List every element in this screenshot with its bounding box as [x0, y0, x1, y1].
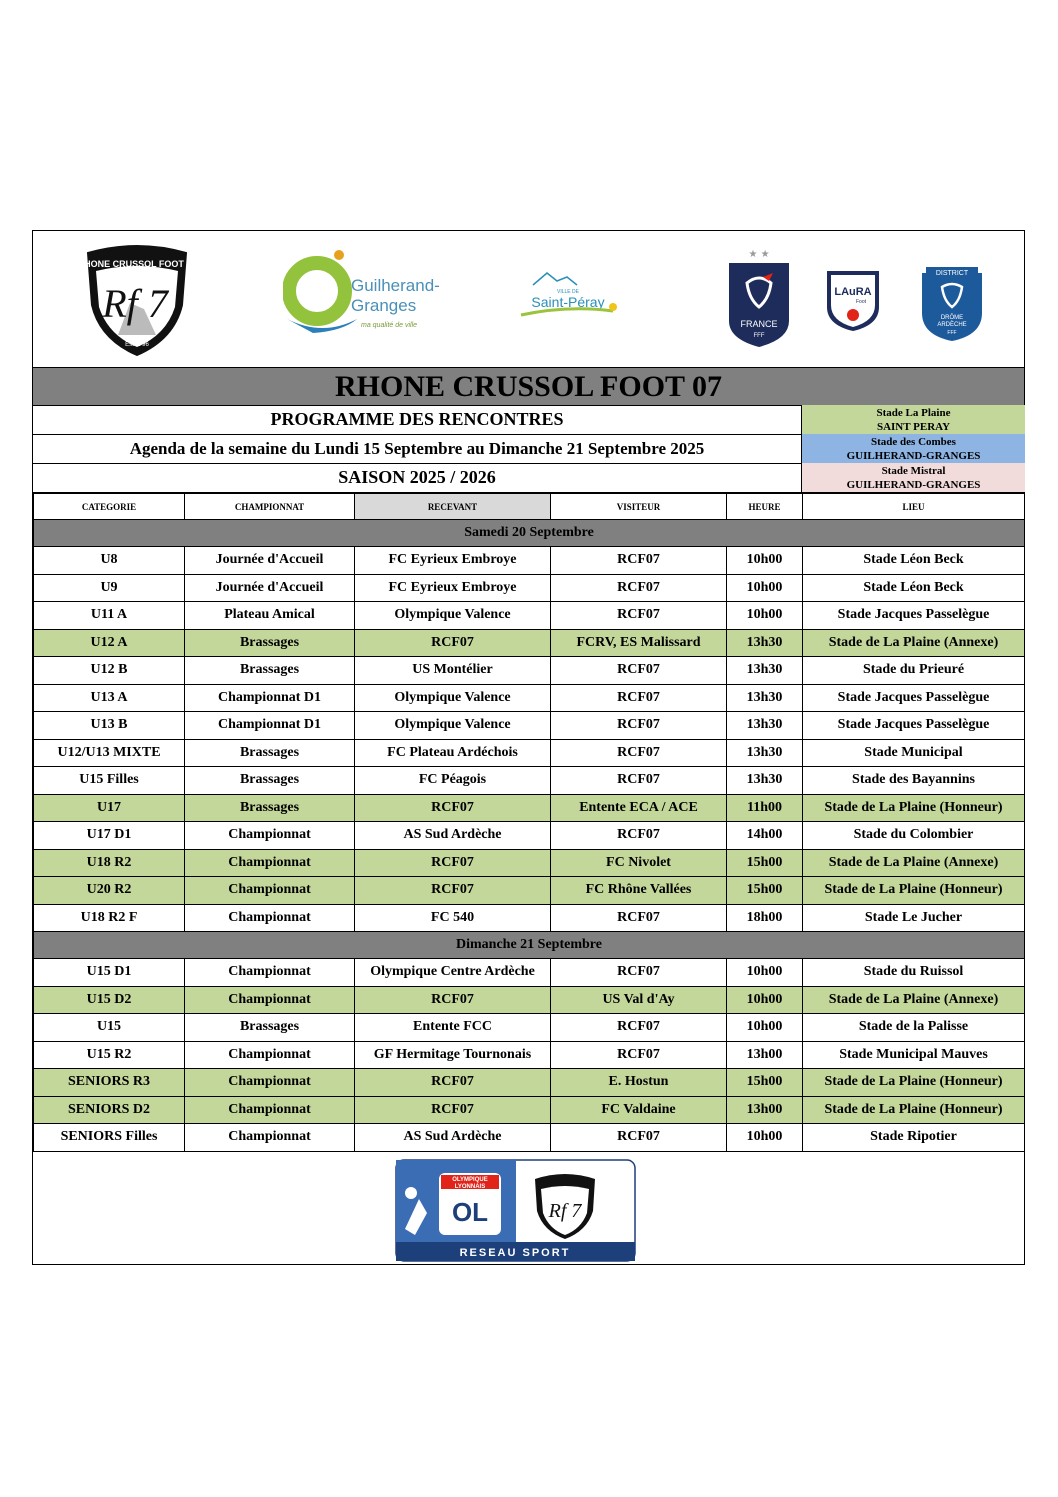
- match-home-team: US Montélier: [355, 657, 551, 685]
- match-championship: Championnat: [185, 959, 355, 987]
- match-category: SENIORS Filles: [34, 1124, 185, 1152]
- match-championship: Championnat: [185, 822, 355, 850]
- guilherand-line1: Guilherand-: [351, 276, 440, 295]
- match-championship: Brassages: [185, 739, 355, 767]
- match-venue: Stade Léon Beck: [803, 574, 1025, 602]
- match-row: [34, 822, 1025, 850]
- match-kickoff-time: 15h00: [727, 849, 803, 877]
- match-home-team: Olympique Valence: [355, 602, 551, 630]
- table-header-row: [34, 494, 1025, 520]
- match-kickoff-time: 14h00: [727, 822, 803, 850]
- match-home-team: RCF07: [355, 1069, 551, 1097]
- match-row: [34, 1069, 1025, 1097]
- match-row: [34, 739, 1025, 767]
- match-row: [34, 904, 1025, 932]
- match-venue: Stade de La Plaine (Honneur): [803, 877, 1025, 905]
- fff-sub: FFF: [753, 333, 765, 339]
- match-row: [34, 986, 1025, 1014]
- match-venue: Stade Le Jucher: [803, 904, 1025, 932]
- ol-footer-text: RESEAU SPORT: [459, 1247, 571, 1259]
- match-venue: Stade de la Palisse: [803, 1014, 1025, 1042]
- match-championship: Championnat D1: [185, 684, 355, 712]
- match-kickoff-time: 13h30: [727, 629, 803, 657]
- header-recevant: RECEVANT: [355, 494, 551, 520]
- ol-club-monogram: Rf 7: [548, 1200, 582, 1222]
- match-row: [34, 602, 1025, 630]
- match-row: [34, 1014, 1025, 1042]
- day-header-row: [34, 932, 1025, 959]
- match-away-team: FCRV, ES Malissard: [551, 629, 727, 657]
- match-home-team: RCF07: [355, 794, 551, 822]
- match-row: [34, 547, 1025, 575]
- match-away-team: FC Nivolet: [551, 849, 727, 877]
- match-category: U15 R2: [34, 1041, 185, 1069]
- match-championship: Championnat: [185, 849, 355, 877]
- match-away-team: RCF07: [551, 1124, 727, 1152]
- match-home-team: AS Sud Ardèche: [355, 1124, 551, 1152]
- venue-city: GUILHERAND-GRANGES: [846, 478, 981, 491]
- match-championship: Championnat: [185, 986, 355, 1014]
- header-lieu: LIEU: [803, 494, 1025, 520]
- match-home-team: RCF07: [355, 849, 551, 877]
- match-home-team: RCF07: [355, 986, 551, 1014]
- match-away-team: RCF07: [551, 1041, 727, 1069]
- match-row: [34, 684, 1025, 712]
- match-championship: Championnat: [185, 1096, 355, 1124]
- match-venue: Stade des Bayannins: [803, 767, 1025, 795]
- match-category: SENIORS R3: [34, 1069, 185, 1097]
- match-category: U8: [34, 547, 185, 575]
- match-row: [34, 1041, 1025, 1069]
- match-category: U15 D2: [34, 986, 185, 1014]
- match-home-team: Entente FCC: [355, 1014, 551, 1042]
- match-row: [34, 794, 1025, 822]
- match-home-team: GF Hermitage Tournonais: [355, 1041, 551, 1069]
- guilherand-line2: Granges: [351, 296, 417, 315]
- match-venue: Stade Ripotier: [803, 1124, 1025, 1152]
- match-away-team: FC Valdaine: [551, 1096, 727, 1124]
- logos-row: [33, 231, 1024, 366]
- day-label: Samedi 20 Septembre: [34, 520, 1025, 547]
- venue-city: SAINT PERAY: [876, 420, 951, 433]
- ol-line2: LYONNAIS: [454, 1184, 486, 1190]
- match-championship: Brassages: [185, 767, 355, 795]
- match-kickoff-time: 13h30: [727, 684, 803, 712]
- match-category: U17: [34, 794, 185, 822]
- laura-text: LAuRA: [834, 286, 872, 298]
- match-venue: Stade de La Plaine (Annexe): [803, 629, 1025, 657]
- match-category: U18 R2: [34, 849, 185, 877]
- match-kickoff-time: 10h00: [727, 986, 803, 1014]
- match-home-team: FC Eyrieux Embroye: [355, 547, 551, 575]
- match-kickoff-time: 13h00: [727, 1041, 803, 1069]
- match-away-team: RCF07: [551, 767, 727, 795]
- match-kickoff-time: 10h00: [727, 574, 803, 602]
- match-kickoff-time: 13h30: [727, 712, 803, 740]
- match-away-team: US Val d'Ay: [551, 986, 727, 1014]
- match-category: U18 R2 F: [34, 904, 185, 932]
- match-venue: Stade de La Plaine (Honneur): [803, 794, 1025, 822]
- match-category: U13 B: [34, 712, 185, 740]
- match-row: [34, 629, 1025, 657]
- match-row: [34, 877, 1025, 905]
- svg-text:★ ★: ★ ★: [748, 249, 770, 260]
- match-venue: Stade Léon Beck: [803, 547, 1025, 575]
- match-championship: Brassages: [185, 629, 355, 657]
- match-championship: Brassages: [185, 657, 355, 685]
- match-row: [34, 1096, 1025, 1124]
- match-championship: Brassages: [185, 1014, 355, 1042]
- match-category: U15: [34, 1014, 185, 1042]
- district-line1: DRÔME: [940, 315, 964, 321]
- match-row: [34, 1124, 1025, 1152]
- club-logo-year: Est. 1 96: [125, 342, 149, 348]
- match-row: [34, 849, 1025, 877]
- match-kickoff-time: 13h00: [727, 1096, 803, 1124]
- day-label: Dimanche 21 Septembre: [34, 932, 1025, 959]
- saint-peray-small: VILLE DE: [557, 289, 579, 295]
- match-away-team: RCF07: [551, 684, 727, 712]
- match-away-team: Entente ECA / ACE: [551, 794, 727, 822]
- match-kickoff-time: 15h00: [727, 1069, 803, 1097]
- match-kickoff-time: 11h00: [727, 794, 803, 822]
- venue-name: Stade des Combes: [871, 435, 956, 448]
- day-header-row: [34, 520, 1025, 547]
- match-away-team: RCF07: [551, 602, 727, 630]
- match-row: [34, 574, 1025, 602]
- district-line2: ARDÈCHE: [937, 322, 967, 328]
- match-away-team: RCF07: [551, 657, 727, 685]
- club-logo: [78, 243, 196, 358]
- match-away-team: RCF07: [551, 1014, 727, 1042]
- match-kickoff-time: 10h00: [727, 547, 803, 575]
- match-kickoff-time: 13h30: [727, 739, 803, 767]
- match-row: [34, 959, 1025, 987]
- match-venue: Stade du Colombier: [803, 822, 1025, 850]
- match-home-team: Olympique Centre Ardèche: [355, 959, 551, 987]
- match-category: U9: [34, 574, 185, 602]
- match-home-team: RCF07: [355, 629, 551, 657]
- match-home-team: FC 540: [355, 904, 551, 932]
- match-away-team: FC Rhône Vallées: [551, 877, 727, 905]
- match-home-team: FC Plateau Ardéchois: [355, 739, 551, 767]
- district-sub: FFF: [947, 330, 957, 336]
- district-top: DISTRICT: [935, 270, 969, 277]
- match-championship: Championnat D1: [185, 712, 355, 740]
- match-category: U13 A: [34, 684, 185, 712]
- match-category: U20 R2: [34, 877, 185, 905]
- match-venue: Stade du Ruissol: [803, 959, 1025, 987]
- page-title: RHONE CRUSSOL FOOT 07: [33, 367, 1024, 406]
- header-championnat: CHAMPIONNAT: [185, 494, 355, 520]
- guilherand-granges-logo: [283, 245, 455, 345]
- match-table: [33, 493, 1025, 1152]
- match-championship: Championnat: [185, 1069, 355, 1097]
- laura-sub: Foot: [855, 299, 867, 305]
- match-championship: Championnat: [185, 1041, 355, 1069]
- match-kickoff-time: 13h30: [727, 657, 803, 685]
- header-heure: HEURE: [727, 494, 803, 520]
- match-home-team: Olympique Valence: [355, 684, 551, 712]
- match-category: U17 D1: [34, 822, 185, 850]
- match-row: [34, 767, 1025, 795]
- match-home-team: AS Sud Ardèche: [355, 822, 551, 850]
- ol-badge: OL: [451, 1197, 489, 1227]
- match-venue: Stade de La Plaine (Annexe): [803, 986, 1025, 1014]
- match-championship: Championnat: [185, 904, 355, 932]
- match-kickoff-time: 18h00: [727, 904, 803, 932]
- saint-peray-name: Saint-Péray: [531, 294, 605, 310]
- match-championship: Brassages: [185, 794, 355, 822]
- match-kickoff-time: 10h00: [727, 1124, 803, 1152]
- match-championship: Championnat: [185, 877, 355, 905]
- match-venue: Stade du Prieuré: [803, 657, 1025, 685]
- match-venue: Stade Jacques Passelègue: [803, 602, 1025, 630]
- match-venue: Stade Jacques Passelègue: [803, 712, 1025, 740]
- match-row: [34, 657, 1025, 685]
- match-kickoff-time: 10h00: [727, 959, 803, 987]
- match-venue: Stade de La Plaine (Honneur): [803, 1069, 1025, 1097]
- match-away-team: RCF07: [551, 547, 727, 575]
- match-category: U12 A: [34, 629, 185, 657]
- venue-name: Stade La Plaine: [876, 406, 951, 419]
- match-category: U12 B: [34, 657, 185, 685]
- match-away-team: RCF07: [551, 712, 727, 740]
- match-category: U11 A: [34, 602, 185, 630]
- match-home-team: RCF07: [355, 1096, 551, 1124]
- programme-heading: PROGRAMME DES RENCONTRES: [33, 405, 801, 435]
- match-venue: Stade Jacques Passelègue: [803, 684, 1025, 712]
- match-category: U15 D1: [34, 959, 185, 987]
- match-away-team: RCF07: [551, 904, 727, 932]
- match-category: U15 Filles: [34, 767, 185, 795]
- match-home-team: RCF07: [355, 877, 551, 905]
- venue-legend-combes: [801, 434, 1025, 464]
- match-away-team: RCF07: [551, 959, 727, 987]
- saint-peray-logo: [513, 265, 623, 325]
- match-championship: Championnat: [185, 1124, 355, 1152]
- guilherand-tagline: ma qualité de ville: [361, 322, 418, 329]
- match-away-team: RCF07: [551, 739, 727, 767]
- match-away-team: E. Hostun: [551, 1069, 727, 1097]
- match-kickoff-time: 10h00: [727, 602, 803, 630]
- match-championship: Plateau Amical: [185, 602, 355, 630]
- club-logo-arc-text: RHONE CRUSSOL FOOT 07: [78, 259, 196, 269]
- venue-city: GUILHERAND-GRANGES: [846, 449, 981, 462]
- match-home-team: FC Péagois: [355, 767, 551, 795]
- match-away-team: RCF07: [551, 574, 727, 602]
- match-venue: Stade Municipal Mauves: [803, 1041, 1025, 1069]
- venue-name: Stade Mistral: [881, 464, 946, 477]
- match-championship: Journée d'Accueil: [185, 574, 355, 602]
- match-venue: Stade de La Plaine (Honneur): [803, 1096, 1025, 1124]
- match-row: [34, 712, 1025, 740]
- ol-reseau-sport-logo: [395, 1159, 636, 1262]
- match-category: U12/U13 MIXTE: [34, 739, 185, 767]
- venue-legend-mistral: [801, 463, 1025, 493]
- match-venue: Stade de La Plaine (Annexe): [803, 849, 1025, 877]
- club-logo-monogram: Rf 7: [102, 281, 168, 326]
- match-championship: Journée d'Accueil: [185, 547, 355, 575]
- programme-sheet: [32, 230, 1025, 1265]
- season-heading: SAISON 2025 / 2026: [33, 463, 801, 493]
- fff-text: FRANCE: [740, 319, 778, 329]
- match-away-team: RCF07: [551, 822, 727, 850]
- match-kickoff-time: 15h00: [727, 877, 803, 905]
- match-home-team: FC Eyrieux Embroye: [355, 574, 551, 602]
- laura-foot-logo: [823, 265, 883, 333]
- header-visiteur: VISITEUR: [551, 494, 727, 520]
- district-logo: [918, 265, 986, 343]
- match-kickoff-time: 13h30: [727, 767, 803, 795]
- match-home-team: Olympique Valence: [355, 712, 551, 740]
- agenda-heading: Agenda de la semaine du Lundi 15 Septembre au Dimanche 21 Septembre 2025: [33, 434, 801, 464]
- ol-line1: OLYMPIQUE: [452, 1177, 488, 1183]
- match-kickoff-time: 10h00: [727, 1014, 803, 1042]
- header-categorie: CATEGORIE: [34, 494, 185, 520]
- match-category: SENIORS D2: [34, 1096, 185, 1124]
- match-venue: Stade Municipal: [803, 739, 1025, 767]
- fff-logo: [723, 247, 795, 349]
- venue-legend-la-plaine: [801, 405, 1025, 435]
